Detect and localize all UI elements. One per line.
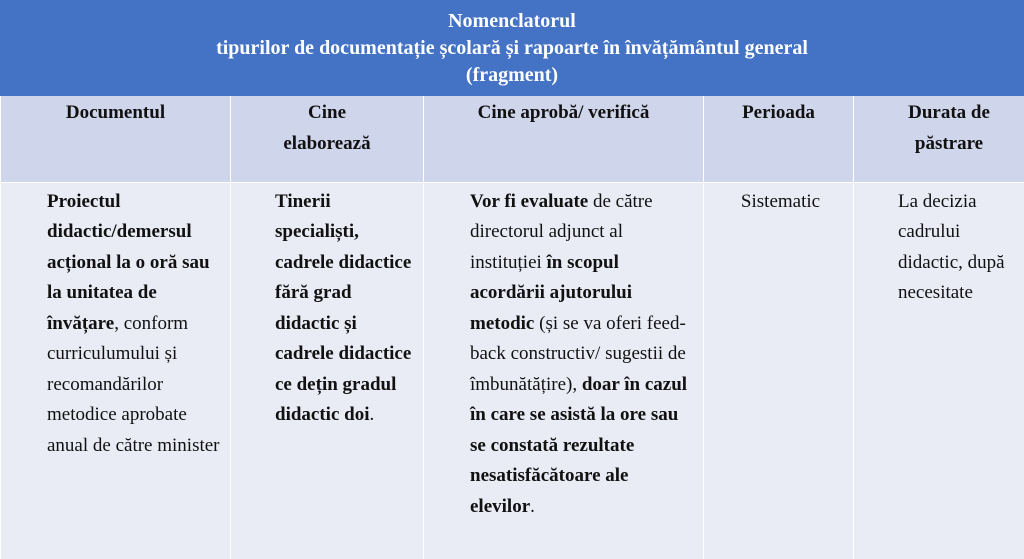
- header-documentul: Documentul: [1, 96, 231, 182]
- header-cine-elaboreaza: Cine elaborează: [231, 96, 424, 182]
- header-perioada: Perioada: [704, 96, 854, 182]
- cell-documentul: Proiectul didactic/demersul acțional la o oră sau la unitatea de învățare, conform curriculumului și recomandărilor metodice aprobate anual de către minister: [1, 182, 231, 559]
- cell-cine-elaboreaza: Tinerii specialiști, cadrele didactice fără grad didactic și cadrele didactice ce dețin gradul didactic doi.: [231, 182, 424, 559]
- header-row: [1, 96, 1024, 182]
- cell-perioada: Sistematic: [704, 182, 854, 559]
- header-cine-aproba: Cine aprobă/ verifică: [424, 96, 704, 182]
- title-line-2: tipurilor de documentație școlară și rapoarte în învățământul general: [216, 37, 808, 59]
- table-row: [1, 182, 1024, 559]
- cell-durata: La decizia cadrului didactic, după necesitate: [854, 182, 1024, 559]
- title-line-1: Nomenclatorul: [448, 10, 576, 32]
- cell-cine-aproba: Vor fi evaluate de către directorul adjunct al instituției în scopul acordării ajutorului metodic (și se va oferi feed-back constructiv/ sugestii de îmbunătățire), doar în cazul în care se asistă la ore sau se constată rezultate nesatisfăcătoare ale elevilor.: [424, 182, 704, 559]
- title-line-3: (fragment): [465, 64, 559, 86]
- header-durata: Durata de păstrare: [854, 96, 1024, 182]
- nomenclator-table: [0, 96, 1024, 559]
- table-title: [0, 0, 1024, 96]
